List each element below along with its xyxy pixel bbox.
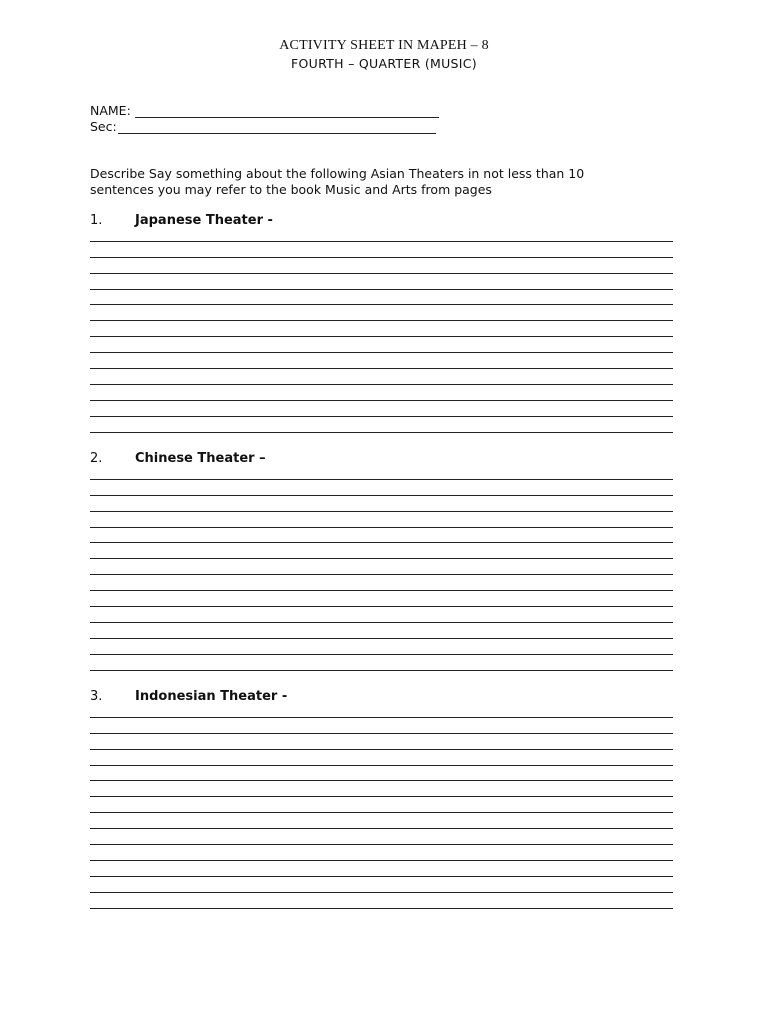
- answer-line[interactable]: [90, 512, 673, 528]
- answer-line[interactable]: [90, 829, 673, 845]
- section-number: 3.: [90, 689, 103, 704]
- answer-line[interactable]: [90, 813, 673, 829]
- answer-line[interactable]: [90, 797, 673, 813]
- answer-line[interactable]: [90, 369, 673, 385]
- answer-line[interactable]: [90, 877, 673, 893]
- sec-label: Sec:: [90, 119, 117, 134]
- answer-line[interactable]: [90, 639, 673, 655]
- answer-line[interactable]: [90, 845, 673, 861]
- answer-line[interactable]: [90, 480, 673, 496]
- sec-blank-line[interactable]: [118, 122, 436, 134]
- name-label: NAME:: [90, 103, 131, 118]
- answer-line[interactable]: [90, 417, 673, 433]
- answer-line[interactable]: [90, 321, 673, 337]
- answer-line[interactable]: [90, 734, 673, 750]
- answer-lines-japanese[interactable]: [90, 226, 673, 433]
- answer-line[interactable]: [90, 464, 673, 480]
- answer-lines-chinese[interactable]: [90, 464, 673, 671]
- answer-line[interactable]: [90, 766, 673, 782]
- answer-line[interactable]: [90, 305, 673, 321]
- name-field-row: [90, 103, 439, 118]
- answer-line[interactable]: [90, 750, 673, 766]
- answer-line[interactable]: [90, 385, 673, 401]
- answer-line[interactable]: [90, 607, 673, 623]
- section-field-row: [90, 119, 436, 134]
- answer-line[interactable]: [90, 702, 673, 718]
- section-number: 2.: [90, 451, 103, 466]
- section-title: Indonesian Theater -: [135, 689, 288, 704]
- answer-line[interactable]: [90, 258, 673, 274]
- answer-line[interactable]: [90, 226, 673, 242]
- answer-line[interactable]: [90, 337, 673, 353]
- answer-line[interactable]: [90, 528, 673, 544]
- section-title: Japanese Theater -: [135, 213, 273, 228]
- sheet-subtitle: FOURTH – QUARTER (MUSIC): [291, 56, 477, 71]
- answer-line[interactable]: [90, 591, 673, 607]
- instructions-text: Describe Say something about the following Asian Theaters in not less than 10 sentences you may refer to the book Music and Arts from pages: [90, 166, 585, 197]
- section-number: 1.: [90, 213, 103, 228]
- answer-line[interactable]: [90, 623, 673, 639]
- answer-line[interactable]: [90, 353, 673, 369]
- answer-line[interactable]: [90, 718, 673, 734]
- answer-line[interactable]: [90, 274, 673, 290]
- sheet-title: ACTIVITY SHEET IN MAPEH – 8: [279, 38, 489, 53]
- name-blank-line[interactable]: [135, 106, 439, 118]
- answer-line[interactable]: [90, 655, 673, 671]
- answer-line[interactable]: [90, 290, 673, 306]
- answer-line[interactable]: [90, 575, 673, 591]
- answer-line[interactable]: [90, 861, 673, 877]
- answer-lines-indonesian[interactable]: [90, 702, 673, 909]
- section-title: Chinese Theater –: [135, 451, 266, 466]
- answer-line[interactable]: [90, 401, 673, 417]
- answer-line[interactable]: [90, 559, 673, 575]
- answer-line[interactable]: [90, 893, 673, 909]
- answer-line[interactable]: [90, 496, 673, 512]
- answer-line[interactable]: [90, 242, 673, 258]
- answer-line[interactable]: [90, 781, 673, 797]
- answer-line[interactable]: [90, 543, 673, 559]
